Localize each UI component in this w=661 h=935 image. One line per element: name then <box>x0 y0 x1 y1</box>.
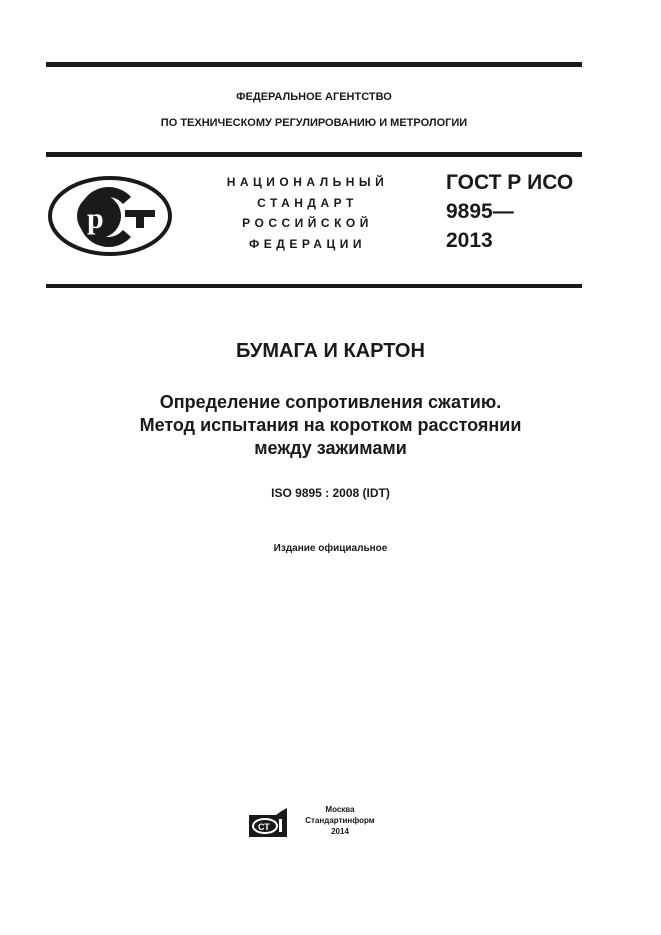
block-rule <box>46 284 582 288</box>
iso-reference: ISO 9895 : 2008 (IDT) <box>271 486 390 500</box>
standard-designation: ГОСТ Р ИСО 9895— 2013 <box>446 171 574 252</box>
document-subtitle: Определение сопротивления сжатию. Метод испытания на коротком расстоянии между зажимами <box>139 392 522 458</box>
publisher-info: Москва Стандартинформ 2014 <box>305 805 375 836</box>
top-rule <box>46 62 582 67</box>
svg-text:p: p <box>87 202 104 235</box>
national-standard-label: НАЦИОНАЛЬНЫЙ СТАНДАРТ РОССИЙСКОЙ ФЕДЕРАЦИИ <box>226 175 389 251</box>
edition-label: Издание официальное <box>273 543 388 554</box>
header-rule <box>46 152 582 157</box>
standartinform-logo-icon <box>248 807 288 838</box>
document-title: БУМАГА И КАРТОН <box>236 340 425 362</box>
agency-line-2: ПО ТЕХНИЧЕСКОМУ РЕГУЛИРОВАНИЮ И МЕТРОЛОГИИ <box>160 117 468 129</box>
agency-line-1: ФЕДЕРАЛЬНОЕ АГЕНТСТВО <box>236 91 392 103</box>
rst-certification-logo-icon <box>47 175 173 257</box>
svg-text:СТ: СТ <box>258 822 270 832</box>
